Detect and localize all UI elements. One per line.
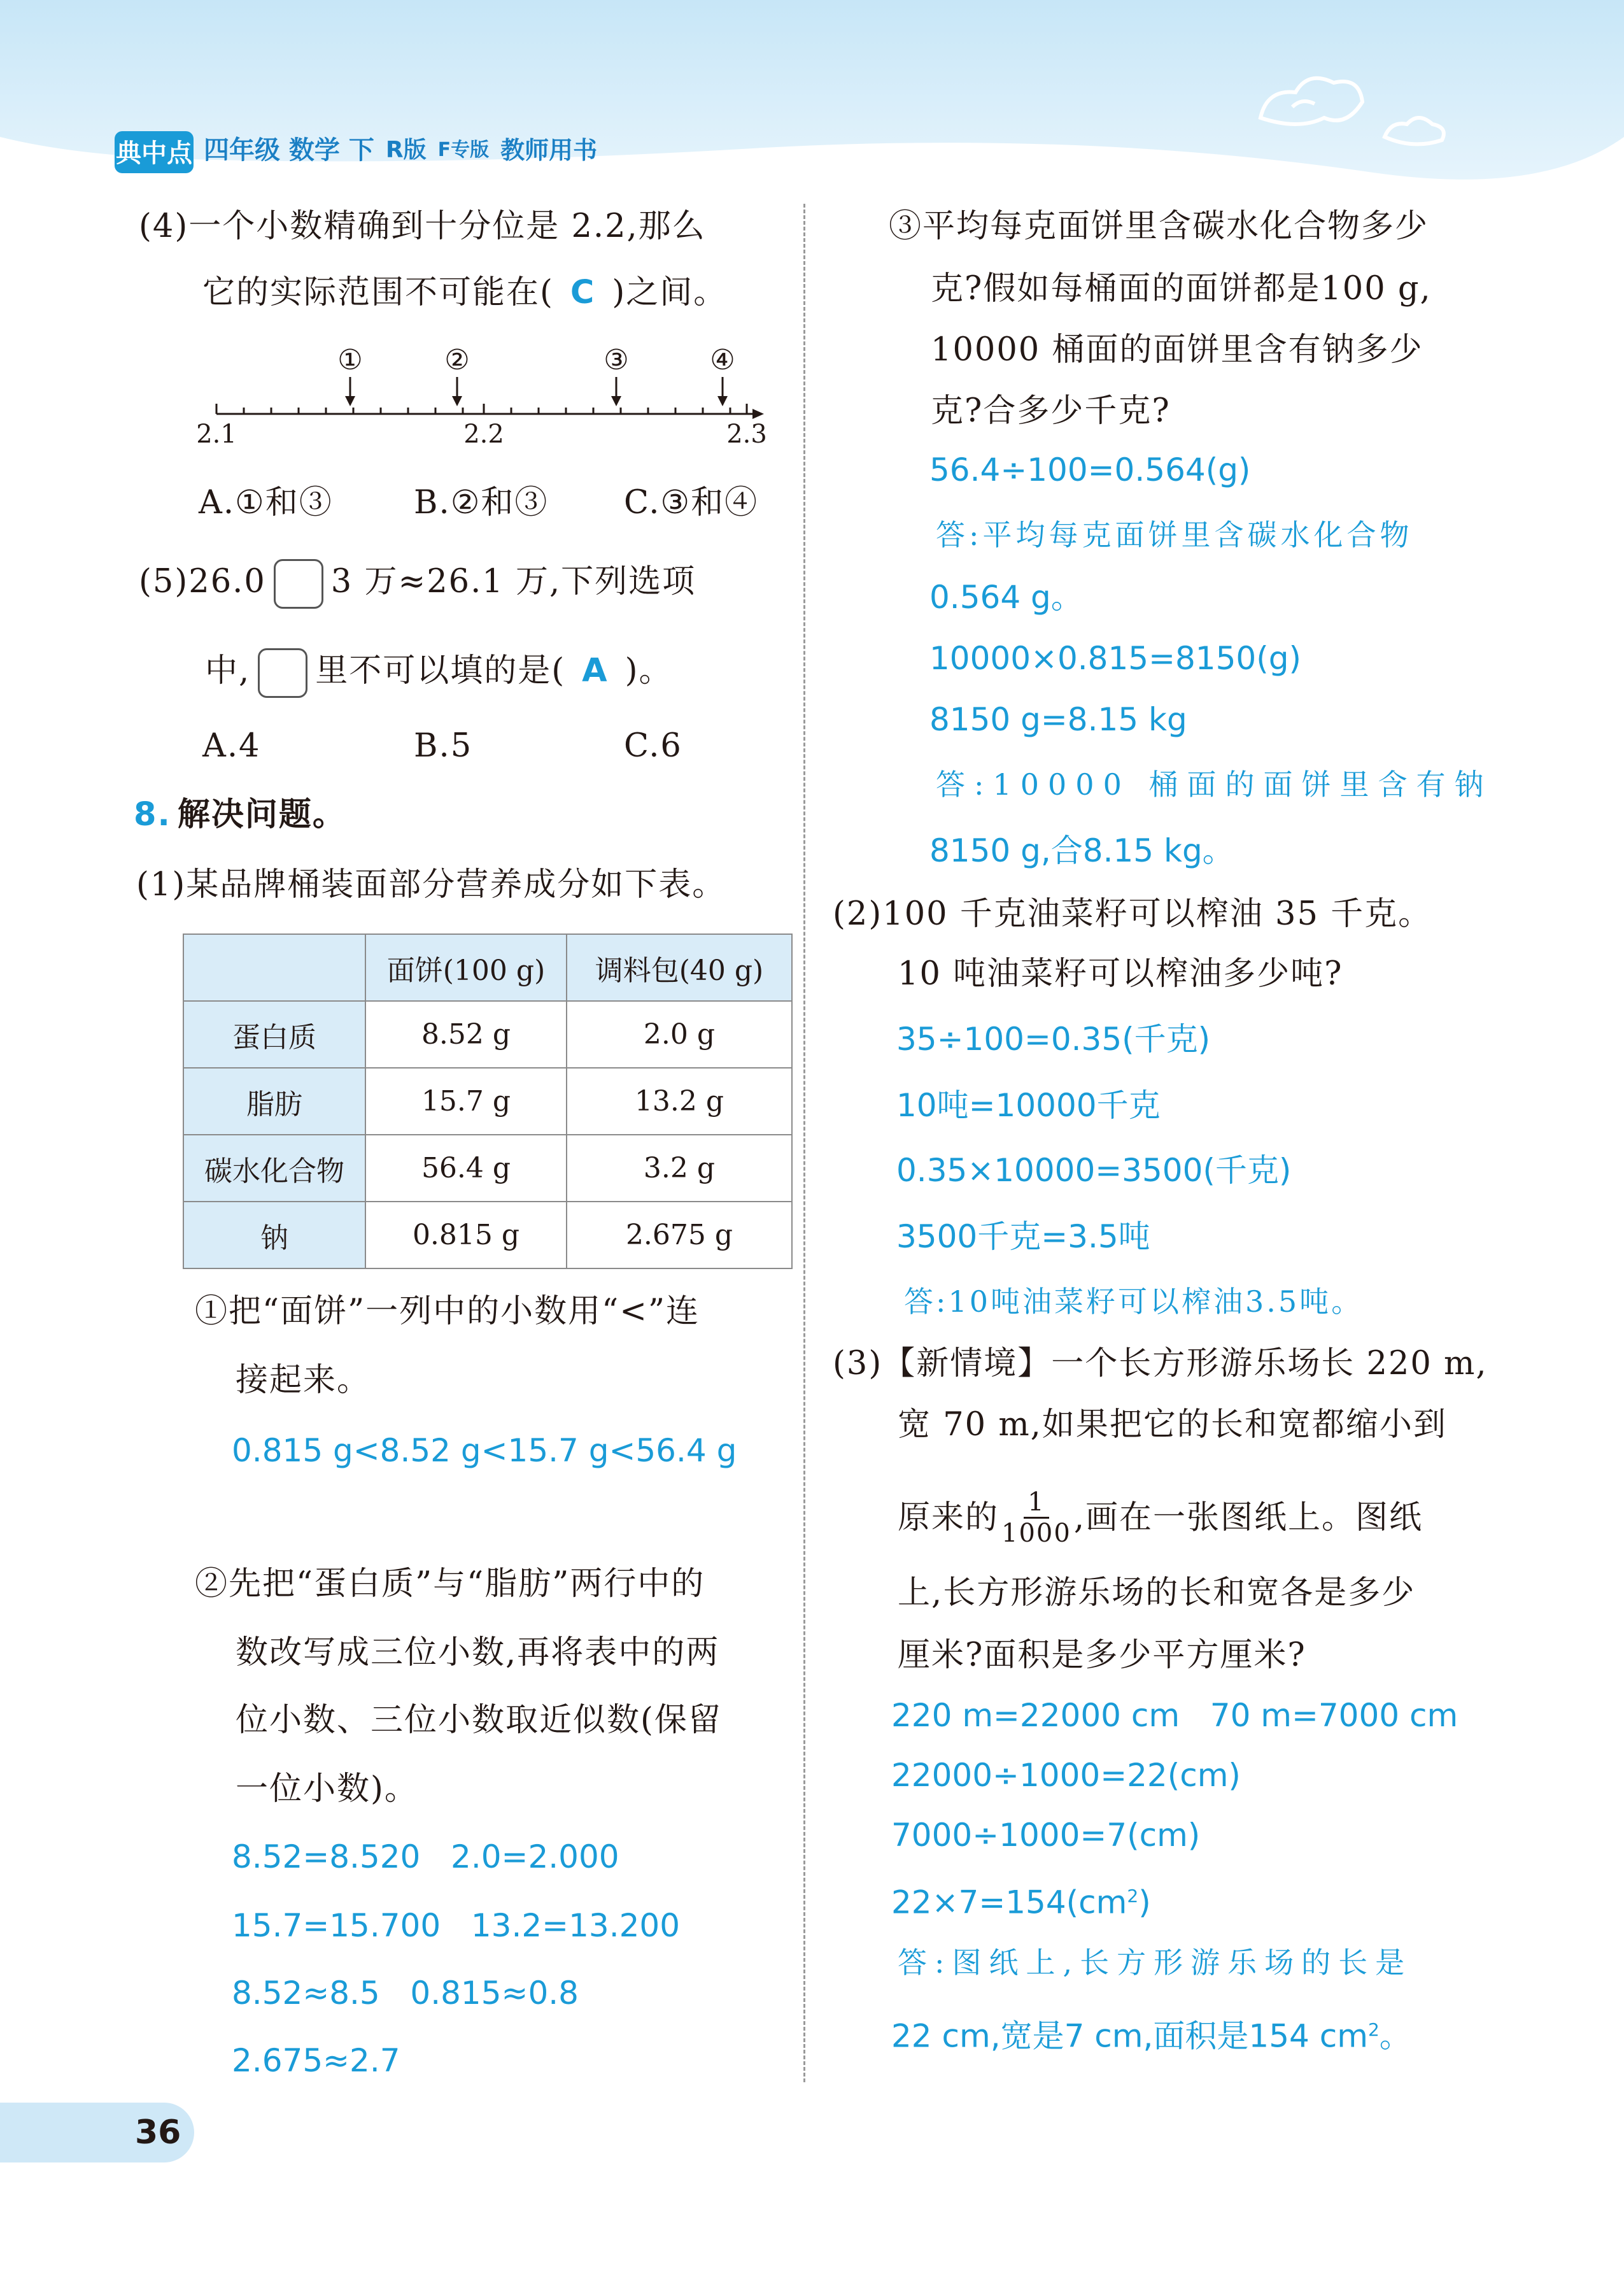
table-cell: 8.52 g [365,1001,567,1068]
row-label: 脂肪 [183,1068,365,1135]
q2-final: 答:10吨油菜籽可以榨油3.5吨。 [904,1284,1364,1319]
table-header-row [183,934,792,1001]
q4-line2: 它的实际范围不可能在( C )之间。 [202,274,728,311]
q3-final-b: 22 cm,宽是7 cm,面积是154 $cm^2$。 [891,2017,1411,2055]
p3-line2: 克?假如每桶面的面饼都是100 g, [931,270,1432,308]
table-row [183,1001,792,1068]
p2-line4: 一位小数)。 [236,1770,418,1808]
number-line [196,337,777,458]
row-label: 蛋白质 [183,1001,365,1068]
q3-answer-2: 22000÷1000=22(cm) [891,1757,1241,1794]
blank-box [258,648,307,698]
p3-line3: 10000 桶面的面饼里含有钠多少 [931,331,1423,369]
marker-1: ① [337,344,363,376]
q2-line1: (2)100 千克油菜籽可以榨油 35 千克。 [833,895,1432,933]
p2-line1: ②先把“蛋白质”与“脂肪”两行中的 [195,1565,705,1603]
q3-line2: 宽 70 m,如果把它的长和宽都缩小到 [898,1406,1447,1444]
table-header-cell [183,934,365,1001]
header-title-bar [204,129,597,167]
q2-answer-1: 35÷100=0.35(千克) [896,1021,1211,1058]
header-edition: R版 [385,136,427,163]
p3-line4: 克?合多少千克? [931,392,1171,430]
header-special: F专版 [437,139,490,161]
q4-option-a: A.①和③ [199,484,333,522]
p2-answer-2: 15.7=15.700 13.2=13.200 [232,1907,681,1944]
q3-answer-3: 7000÷1000=7(cm) [891,1817,1201,1854]
q4-option-b: B.②和③ [414,484,549,522]
table-header-cell: 面饼(100 g) [365,934,567,1001]
q8-heading [134,796,346,834]
table-row [183,1068,792,1135]
p3-answer-5a: 答:10000 桶面的面饼里含有钠 [936,767,1493,802]
table-row [183,1202,792,1268]
table-cell: 2.675 g [567,1202,792,1268]
p2-line3: 位小数、三位小数取近似数(保留 [236,1701,722,1739]
q3-line5: 厘米?面积是多少平方厘米? [898,1636,1306,1674]
q5-answer: A [582,652,609,690]
q3-answer-1: 220 m=22000 cm 70 m=7000 cm [891,1697,1458,1734]
q2-answer-3: 0.35×10000=3500(千克) [896,1152,1292,1189]
q3-line1: (3)【新情境】一个长方形游乐场长 220 m, [833,1345,1488,1382]
header-band [0,0,1624,210]
q5-option-a: A.4 [202,727,261,765]
column-divider [803,204,805,2082]
header-book: 四年级 数学 下 [204,135,374,165]
q3-line3: 原来的 $\frac{1}{1000}$ ,画在一张图纸上。图纸 [898,1487,1423,1548]
q5-line2: 中, 里不可以填的是( A )。 [205,648,673,698]
p1-answer: 0.815 g<8.52 g<15.7 g<56.4 g [232,1432,737,1469]
q8-number: 8. [134,796,171,834]
logo-text: 典中点 [116,139,192,168]
q3-final-a: 答:图纸上,长方形游乐场的长是 [898,1945,1413,1980]
marker-3: ③ [604,344,629,376]
p3-answer-2b: 0.564 g。 [929,579,1083,616]
p1-line1: ①把“面饼”一列中的小数用“<”连 [195,1293,700,1330]
p3-line1: ③平均每克面饼里含碳水化合物多少 [889,208,1429,245]
tick-label-2-1: 2.1 [196,420,237,449]
blank-box [274,559,323,609]
table-cell: 0.815 g [365,1202,567,1268]
fraction [1001,1487,1071,1548]
fraction-denominator: 1000 [1001,1519,1071,1548]
p3-answer-2a: 答:平均每克面饼里含碳水化合物 [936,518,1413,552]
q8-sub1: (1)某品牌桶装面部分营养成分如下表。 [136,866,726,904]
table-cell: 56.4 g [365,1135,567,1202]
p2-line2: 数改写成三位小数,再将表中的两 [236,1634,720,1672]
page-number: 36 [135,2113,181,2152]
q2-answer-4: 3500千克=3.5吨 [896,1218,1150,1255]
row-label: 钠 [183,1202,365,1268]
q4-option-c: C.③和④ [624,484,759,522]
marker-2: ② [444,344,470,376]
table-cell: 2.0 g [567,1001,792,1068]
p2-answer-3: 8.52≈8.5 0.815≈0.8 [232,1975,579,2012]
q5-line1: (5)26.0 3 万≈26.1 万,下列选项 [139,559,696,609]
p3-answer-3: 10000×0.815=8150(g) [929,640,1301,677]
table-header-cell: 调料包(40 g) [567,934,792,1001]
table-cell: 3.2 g [567,1135,792,1202]
q2-line2: 10 吨油菜籽可以榨油多少吨? [898,955,1343,993]
p2-answer-4: 2.675≈2.7 [232,2042,400,2079]
q4-answer: C [570,274,596,311]
header-logo [113,125,195,180]
q3-answer-4: $22\times 7=154(cm^2)$ [891,1884,1151,1921]
fraction-numerator: 1 [1024,1487,1049,1519]
q5-option-b: B.5 [414,727,473,765]
table-cell: 15.7 g [365,1068,567,1135]
table-row [183,1135,792,1202]
marker-4: ④ [710,344,735,376]
p3-answer-4: 8150 g=8.15 kg [929,701,1187,738]
p1-line2: 接起来。 [236,1361,371,1399]
tick-label-2-2: 2.2 [463,420,504,449]
nutrition-table [183,934,793,1269]
p2-answer-1: 8.52=8.520 2.0=2.000 [232,1838,619,1875]
q5-option-c: C.6 [624,727,682,765]
p3-answer-1: 56.4÷100=0.564(g) [929,451,1251,488]
header-type: 教师用书 [500,136,598,164]
q2-answer-2: 10吨=10000千克 [896,1087,1161,1124]
row-label: 碳水化合物 [183,1135,365,1202]
q8-title: 解决问题。 [177,796,346,834]
page-number-tab [0,2103,194,2162]
tick-label-2-3: 2.3 [726,420,767,449]
p3-answer-5b: 8150 g,合8.15 kg。 [929,832,1234,869]
q4-line1: (4)一个小数精确到十分位是 2.2,那么 [139,208,706,245]
table-cell: 13.2 g [567,1068,792,1135]
q3-line4: 上,长方形游乐场的长和宽各是多少 [898,1574,1416,1612]
